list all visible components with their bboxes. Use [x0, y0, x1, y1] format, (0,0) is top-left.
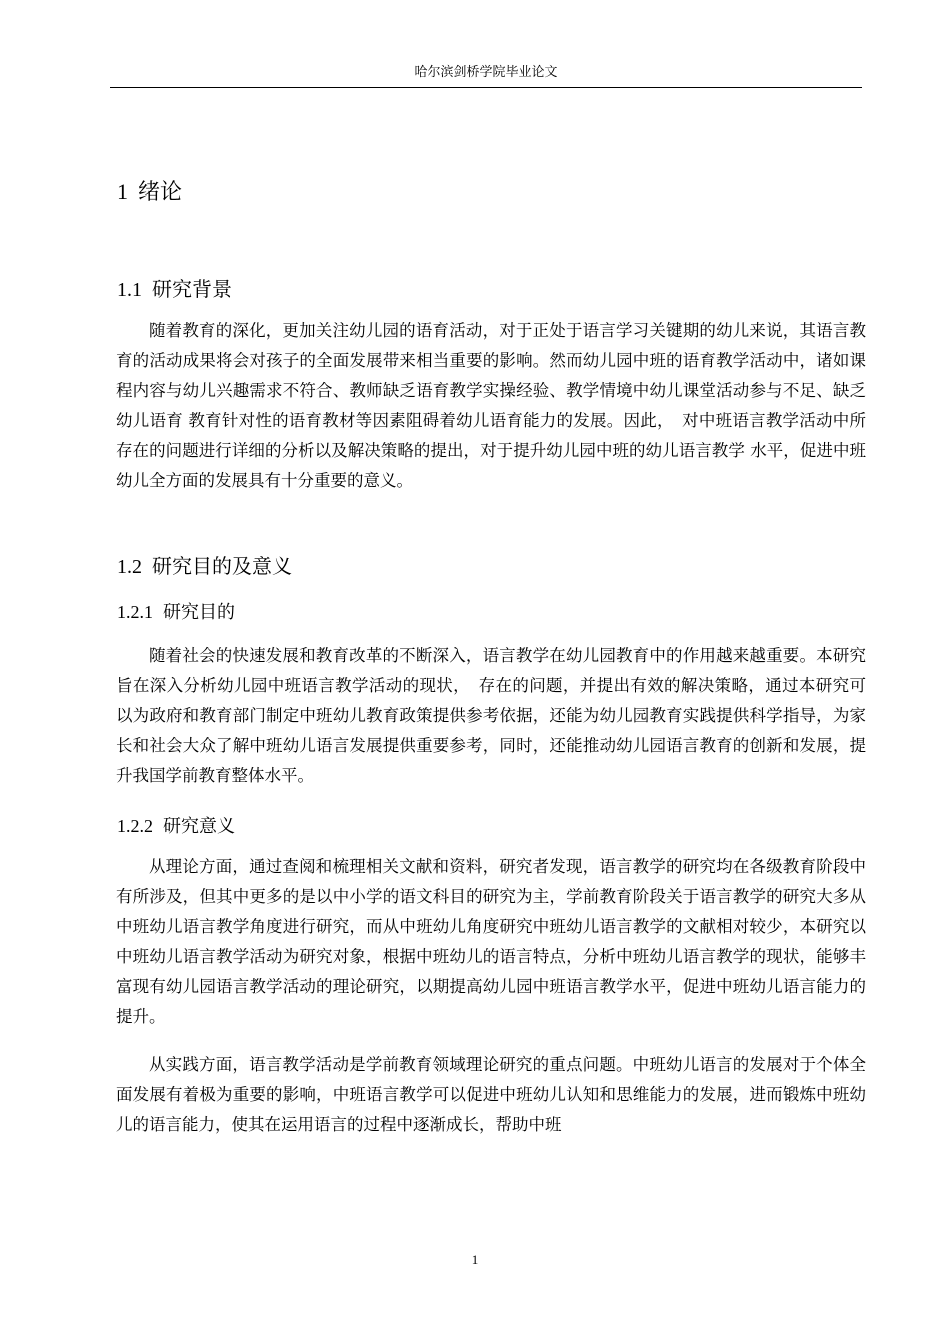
- chapter-heading: [117, 178, 182, 207]
- section-title: 研究背景: [152, 277, 232, 301]
- header-rule: [110, 87, 862, 88]
- subsection-title: 研究意义: [163, 816, 235, 837]
- section-heading-1-1: [117, 276, 232, 303]
- section-title: 研究目的及意义: [152, 554, 292, 578]
- subsection-heading-1-2-2: [117, 814, 235, 839]
- paragraph-significance-practice: 从实践方面，语言教学活动是学前教育领域理论研究的重点问题。中班幼儿语言的发展对于个体全面发展有着极为重要的影响，中班语言教学可以促进中班幼儿认知和思维能力的发展，进而锻炼中班幼儿的语言能力，使其在运用语言的过程中逐渐成长，帮助中班: [116, 1055, 866, 1134]
- page-number: 1: [471, 1252, 479, 1267]
- paragraph-background: 随着教育的深化，更加关注幼儿园的语育活动，对于正处于语言学习关键期的幼儿来说，其语言教育的活动成果将会对孩子的全面发展带来相当重要的影响。然而幼儿园中班的语育教学活动中，诸如课程内容与幼儿兴趣需求不符合、教师缺乏语育教学实操经验、教学情境中幼儿课堂活动参与不足、缺乏幼儿语育 教育针对性的语育教材等因素阻碍着幼儿语育能力的发展。因此， 对中班语言教学活动中所存在的问题进行详细的分析以及解决策略的提出，对于提升幼儿园中班的幼儿语言教学 水平，促进中班幼儿全方面的发展具有十分重要的意义。: [116, 321, 866, 490]
- section-number: 1.2: [117, 556, 142, 578]
- running-header: 哈尔滨剑桥学院毕业论文: [414, 65, 558, 80]
- subsection-number: 1.2.2: [117, 816, 153, 836]
- paragraph-purpose: 随着社会的快速发展和教育改革的不断深入，语言教学在幼儿园教育中的作用越来越重要。本研究旨在深入分析幼儿园中班语言教学活动的现状， 存在的问题，并提出有效的解决策略，通过本研究可以为政府和教育部门制定中班幼儿教育政策提供参考依据，还能为幼儿园教育实践提供科学指导，为家长和社会大众了解中班幼儿语言发展提供重要参考，同时，还能推动幼儿园语言教育的创新和发展，提升我国学前教育整体水平。: [116, 646, 866, 785]
- section-number: 1.1: [117, 279, 142, 301]
- chapter-number: 1: [117, 179, 128, 204]
- paragraph-significance-theory: 从理论方面，通过查阅和梳理相关文献和资料，研究者发现，语言教学的研究均在各级教育阶段中有所涉及，但其中更多的是以中小学的语文科目的研究为主，学前教育阶段关于语言教学的研究大多从中班幼儿语言教学角度进行研究，而从中班幼儿角度研究中班幼儿语言教学的文献相对较少，本研究以中班幼儿语言教学活动为研究对象，根据中班幼儿的语言特点，分析中班幼儿语言教学的现状，能够丰富现有幼儿园语言教学活动的理论研究，以期提高幼儿园中班语言教学水平，促进中班幼儿语言能力的提升。: [116, 857, 866, 1026]
- section-heading-1-2: [117, 553, 292, 580]
- subsection-number: 1.2.1: [117, 602, 153, 622]
- subsection-heading-1-2-1: [117, 600, 235, 625]
- chapter-title: 绪论: [138, 180, 183, 205]
- subsection-title: 研究目的: [163, 602, 235, 623]
